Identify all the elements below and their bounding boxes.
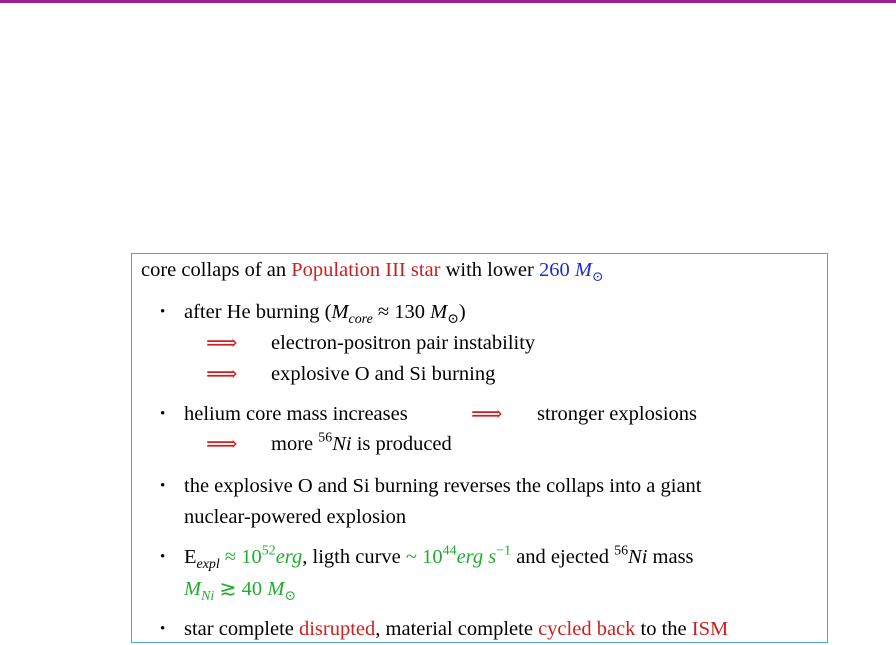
bullet-3-line-2: nuclear-powered explosion (184, 506, 407, 528)
bullet-2-marker: • (160, 406, 166, 422)
light-curve-value: ~ $10^{44}erg$ $s^{-1}$ (405, 543, 512, 568)
bullet-2-result: stronger explosions (537, 403, 697, 425)
title-rule (0, 0, 896, 3)
bullet-4-line-1: $E_{expl} \approx 10^{52}erg$, ligth curve ~ $10^{44}erg$ $s^{-1}$ and ejected $^{56}$Ni mass (184, 543, 694, 572)
bullet-2-text: helium core mass increases (184, 403, 408, 425)
bullet-4-marker: • (160, 549, 166, 565)
bullet-1-marker: • (160, 304, 166, 320)
bullet-3-marker: • (160, 478, 166, 494)
bullet-5-text: star complete disrupted, material complete cycled back to the ISM (184, 618, 729, 640)
bullet-4-line-2: $M_{Ni}$ ≳ 40 $M_⊙$ (184, 578, 297, 604)
bullet-1-sub-2: explosive O and Si burning (271, 363, 496, 385)
implies-arrow: ⟹ (206, 330, 238, 355)
implies-arrow: ⟹ (471, 401, 503, 426)
bullet-1-text: after He burning ($M_{core} \approx 130$ $M_⊙$) (184, 301, 466, 327)
bullet-1-sub-1: electron-positron pair instability (271, 332, 536, 354)
bullet-3-line-1: the explosive O and Si burning reverses the collaps into a giant (184, 475, 702, 497)
intro-line: core collaps of an Population III star with lower 260 $M_⊙$ (141, 259, 604, 285)
implies-arrow: ⟹ (206, 361, 238, 386)
mass-limit: 260 $M_⊙$ (538, 259, 604, 285)
bullet-2-sub: more $^{56}$Ni is produced (271, 430, 452, 455)
population-iii-highlight: Population III star (291, 259, 441, 281)
explosion-energy: ≈ $10^{52}erg$ (224, 543, 303, 568)
implies-arrow: ⟹ (206, 431, 238, 456)
bullet-5-marker: • (160, 621, 166, 637)
